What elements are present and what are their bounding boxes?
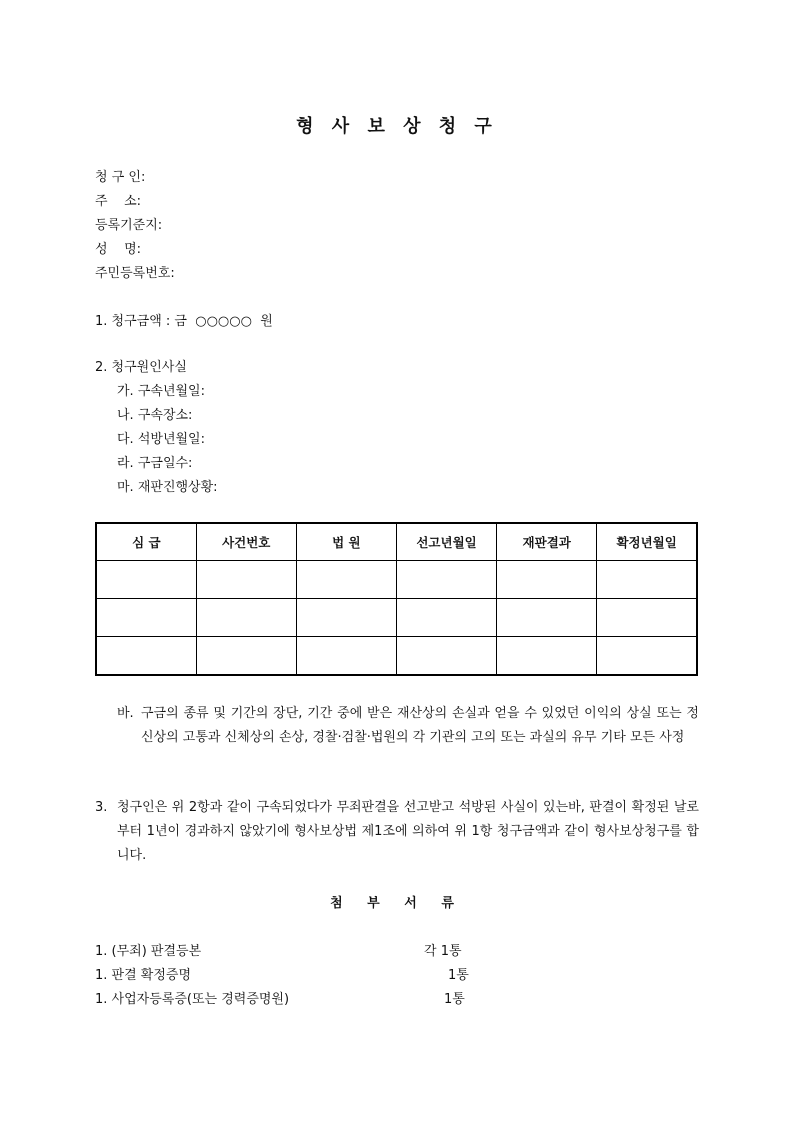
table-cell	[497, 637, 597, 676]
table-cell	[396, 637, 496, 676]
claim-cause-heading: 2. 청구원인사실	[95, 360, 187, 375]
table-cell	[396, 561, 496, 599]
document-title: 형 사 보 상 청 구	[296, 116, 498, 137]
col-trial-result: 재판결과	[497, 523, 597, 561]
table-row	[96, 599, 697, 637]
name-field: 성 명:	[95, 242, 142, 257]
item-ba-label: 바.	[117, 706, 134, 721]
cause-item-release-date: 다. 석방년월일:	[117, 432, 205, 447]
table-cell	[296, 561, 396, 599]
table-cell	[296, 637, 396, 676]
registry-field: 등록기준지:	[95, 218, 163, 233]
item-ba-text: 구금의 종류 및 기간의 장단, 기간 중에 받은 재산상의 손실과 얻을 수 있었던 이익의 상실 또는 정신상의 고통과 신체상의 손상, 경찰·검찰·법원의 각 기관의 고의 또는 과실의 유무 기타 모든 사정	[141, 706, 699, 745]
col-sentence-date: 선고년월일	[396, 523, 496, 561]
address-field: 주 소:	[95, 194, 142, 209]
attachment-qty: 1통	[444, 992, 465, 1007]
trial-table	[95, 522, 698, 676]
table-cell	[96, 637, 196, 676]
section3-paragraph	[95, 796, 699, 868]
col-court: 법 원	[296, 523, 396, 561]
table-cell	[196, 561, 296, 599]
table-row	[96, 561, 697, 599]
attachment-item: 1. (무죄) 판결등본	[95, 944, 202, 959]
section3-text: 청구인은 위 2항과 같이 구속되었다가 무죄판결을 선고받고 석방된 사실이 있는바, 판결이 확정된 날로부터 1년이 경과하지 않았기에 형사보상법 제1조에 의하여 위 1항 청구금액과 같이 형사보상청구를 합니다.	[117, 800, 699, 863]
table-cell	[597, 561, 697, 599]
attachment-item: 1. 사업자등록증(또는 경력증명원)	[95, 992, 290, 1007]
cause-item-trial-status: 마. 재판진행상황:	[117, 480, 218, 495]
table-cell	[497, 561, 597, 599]
table-cell	[597, 637, 697, 676]
table-cell	[396, 599, 496, 637]
claim-amount: 1. 청구금액 : 금 ○○○○○ 원	[95, 314, 273, 329]
cause-item-detention-place: 나. 구속장소:	[117, 408, 193, 423]
col-instance: 심 급	[96, 523, 196, 561]
table-cell	[497, 599, 597, 637]
table-cell	[296, 599, 396, 637]
table-cell	[597, 599, 697, 637]
attachment-item: 1. 판결 확정증명	[95, 968, 192, 983]
section3-label: 3.	[95, 800, 108, 815]
attachment-qty: 1통	[448, 968, 469, 983]
attachments-title: 첨 부 서 류	[330, 896, 464, 911]
table-cell	[96, 599, 196, 637]
table-cell	[196, 637, 296, 676]
table-header-row	[96, 523, 697, 561]
attachment-qty: 각 1통	[424, 944, 462, 959]
cause-item-detention-days: 라. 구금일수:	[117, 456, 193, 471]
col-case-number: 사건번호	[196, 523, 296, 561]
table-cell	[96, 561, 196, 599]
col-final-date: 확정년월일	[597, 523, 697, 561]
claimant-field: 청 구 인:	[95, 170, 146, 185]
table-row	[96, 637, 697, 676]
resident-number-field: 주민등록번호:	[95, 266, 175, 281]
table-cell	[196, 599, 296, 637]
item-ba-paragraph	[117, 702, 699, 750]
cause-item-detention-date: 가. 구속년월일:	[117, 384, 205, 399]
